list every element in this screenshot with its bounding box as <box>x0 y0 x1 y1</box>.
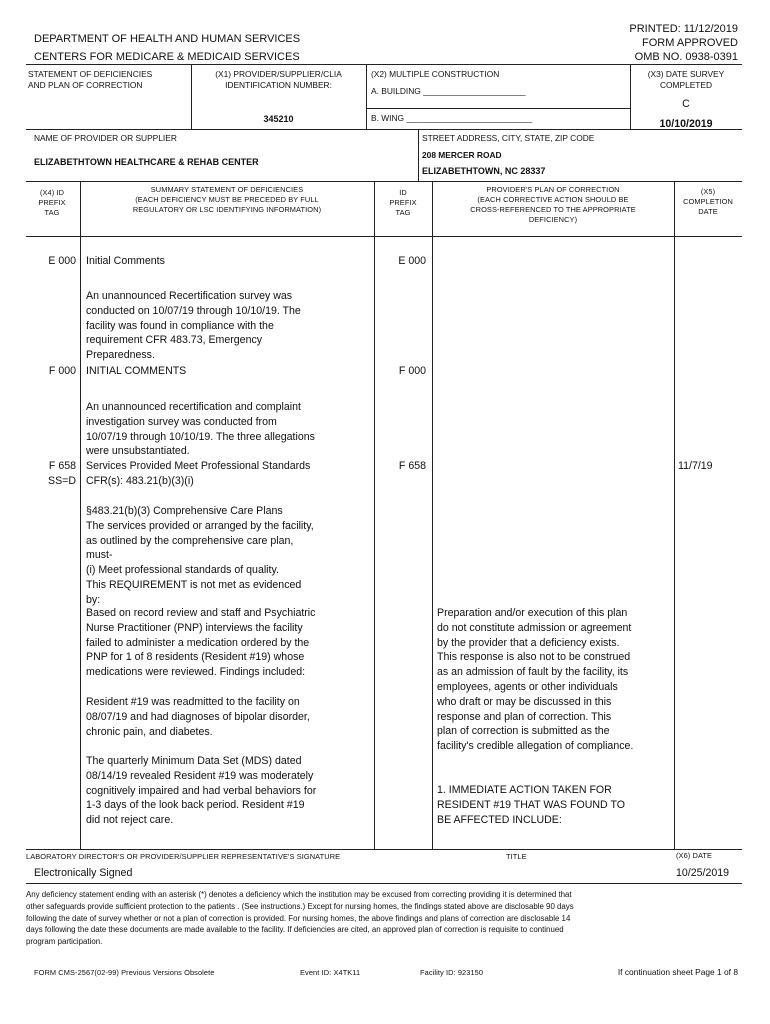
completion-date: 11/7/19 <box>678 460 713 472</box>
plan-disclaimer: Preparation and/or execution of this plan do not constitute admission or agreement by the provider that a deficiency exists. This response is also not to be construed as an admission of fault by the facility, its employees, agents or other individuals who draft or may be discussed in this response and plan of correction. This plan of correction is submitted as the facility's credible allegation of compliance. <box>437 607 634 753</box>
signature-value: Electronically Signed <box>34 867 133 879</box>
row-rule <box>26 236 742 237</box>
statement-label: STATEMENT OF DEFICIENCIES AND PLAN OF CORRECTION <box>28 69 153 90</box>
tag-f658: F 658 <box>48 460 76 472</box>
col-header-summary: SUMMARY STATEMENT OF DEFICIENCIES (EACH DEFICIENCY MUST BE PRECEDED BY FULL REGULATORY OR LSC IDENTIFYING INFORMATION) <box>132 185 322 214</box>
tag-f000: F 000 <box>48 365 76 377</box>
id-e000: E 000 <box>398 255 426 267</box>
body-col-divider <box>374 181 375 849</box>
body-bottom-rule <box>26 849 742 850</box>
col-divider <box>418 129 419 181</box>
col-header-id: ID PREFIX TAG <box>389 188 417 217</box>
body-col-divider <box>432 181 433 849</box>
body-col-divider <box>674 181 675 849</box>
col-header-plan: PROVIDER'S PLAN OF CORRECTION (EACH CORRECTIVE ACTION SHOULD BE CROSS-REFERENCED TO THE APPROPRIATE DEFICIENCY) <box>470 185 636 224</box>
provider-name: ELIZABETHTOWN HEALTHCARE & REHAB CENTER <box>34 157 259 167</box>
x2-label: (X2) MULTIPLE CONSTRUCTION <box>371 69 500 79</box>
f658-heading: Services Provided Meet Professional Standards CFR(s): 483.21(b)(3)(i) <box>86 460 311 487</box>
address-street: 208 MERCER ROAD <box>422 150 502 160</box>
facility-id: Facility ID: 923150 <box>420 968 484 977</box>
printed-date: PRINTED: 11/12/2019 <box>629 23 738 35</box>
department-name: DEPARTMENT OF HEALTH AND HUMAN SERVICES <box>34 33 301 45</box>
initial-comments-heading: Initial Comments <box>86 255 165 267</box>
survey-completed-date: 10/10/2019 <box>659 118 713 130</box>
regulation-text: §483.21(b)(3) Comprehensive Care Plans The services provided or arranged by the facility, as outlined by the comprehensive care plan, must- (i) Meet professional standards of quality. This REQUIREMENT is not met as evidenced by: <box>86 505 314 606</box>
findings-summary: Based on record review and staff and Psychiatric Nurse Practitioner (PNP) interviews the facility failed to administer a medication ordered by the PNP for 1 of 8 residents (Resident #19) whose medications were reviewed. Findings included: <box>86 607 316 679</box>
top-table-rule <box>26 64 742 65</box>
resident-readmission: Resident #19 was readmitted to the facility on 08/07/19 and had diagnoses of bipolar disorder, chronic pain, and diabetes. <box>86 696 310 738</box>
signature-label: LABORATORY DIRECTOR'S OR PROVIDER/SUPPLIER REPRESENTATIVE'S SIGNATURE <box>26 852 341 861</box>
omb-number: OMB NO. 0938-0391 <box>634 51 738 63</box>
immediate-action: 1. IMMEDIATE ACTION TAKEN FOR RESIDENT #19 THAT WAS FOUND TO BE AFFECTED INCLUDE: <box>437 784 625 826</box>
building-label: A. BUILDING ______________________ <box>371 86 526 96</box>
id-f000: F 000 <box>398 365 426 377</box>
mds-findings: The quarterly Minimum Data Set (MDS) dated 08/14/19 revealed Resident #19 was moderately cognitively impaired and had verbal behaviors for 1-3 days of the look back period. Resident #19 did not reject care. <box>86 755 317 827</box>
complaint-survey-text: An unannounced recertification and complaint investigation survey was conducted from 10/07/19 through 10/10/19. The three allegations were unsubstantiated. <box>86 401 315 458</box>
col-header-x4: (X4) ID PREFIX TAG <box>38 188 66 217</box>
form-approved: FORM APPROVED <box>642 37 738 49</box>
footnote: Any deficiency statement ending with an asterisk (*) denotes a deficiency which the institution may be excused from correcting providing it is determined that other safeguards provide sufficient protection to the patients . (See instructions.) Except for nursing homes, the findings stated above are disclosable 90 days following the date of survey whether or not a plan of correction is provided. For nursing homes, the above findings and plans of correction are disclosable 14 days following the date these documents are made available to the facility. If deficiencies are cited, an approved plan of correction is requisite to continued program participation. <box>26 890 574 947</box>
form-number: FORM CMS-2567(02-99) Previous Versions Obsolete <box>34 968 215 977</box>
event-id: Event ID: X4TK11 <box>300 968 361 977</box>
row-rule <box>26 181 742 182</box>
signature-rule <box>26 883 742 884</box>
initial-comments-caps: INITIAL COMMENTS <box>86 365 187 377</box>
address-label: STREET ADDRESS, CITY, STATE, ZIP CODE <box>422 133 595 143</box>
recert-survey-text: An unannounced Recertification survey was conducted on 10/07/19 through 10/10/19. The facility was found in compliance with the requirement CFR 483.73, Emergency Preparedness. <box>86 290 301 362</box>
x1-label: (X1) PROVIDER/SUPPLIER/CLIA IDENTIFICATION NUMBER: <box>215 69 342 90</box>
agency-name: CENTERS FOR MEDICARE & MEDICAID SERVICES <box>34 51 300 63</box>
title-label: TITLE <box>506 852 527 861</box>
tag-e000: E 000 <box>48 255 76 267</box>
id-f658: F 658 <box>398 460 426 472</box>
provider-id-number: 345210 <box>263 114 294 124</box>
body-col-divider <box>80 181 81 849</box>
col-header-x5: (X5) COMPLETION DATE <box>683 187 733 216</box>
provider-label: NAME OF PROVIDER OR SUPPLIER <box>34 133 177 143</box>
survey-letter: C <box>682 98 690 110</box>
x6-date-label: (X6) DATE <box>676 851 713 860</box>
col-divider <box>366 64 367 129</box>
scope-severity: SS=D <box>48 475 76 487</box>
page-number: If continuation sheet Page 1 of 8 <box>617 967 738 977</box>
x3-label: (X3) DATE SURVEY COMPLETED <box>647 69 725 90</box>
wing-divider <box>366 108 630 109</box>
address-city: ELIZABETHTOWN, NC 28337 <box>422 166 546 176</box>
wing-label: B. WING ___________________________ <box>371 113 533 123</box>
signature-date: 10/25/2019 <box>676 867 730 879</box>
